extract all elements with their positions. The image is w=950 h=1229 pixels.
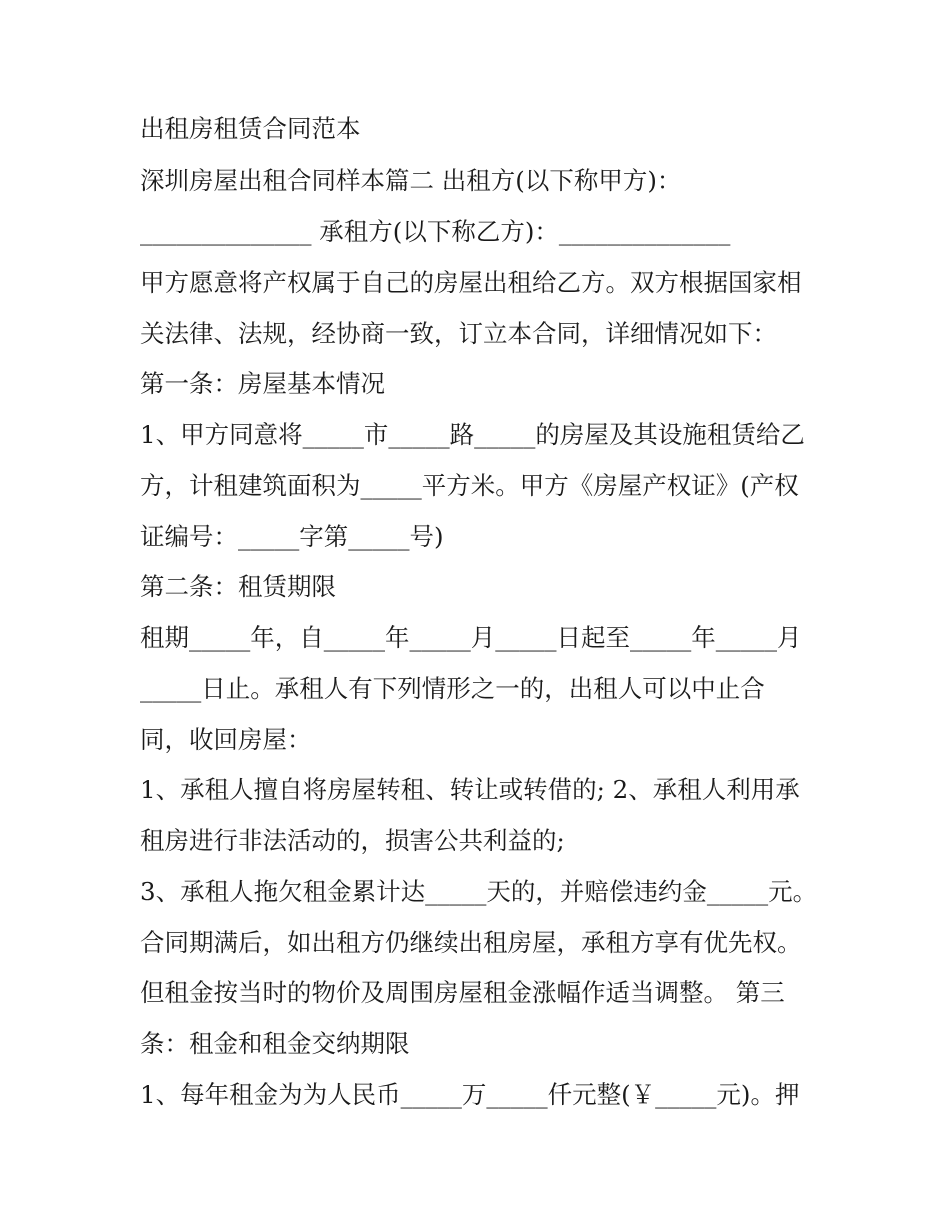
section-heading: 第一条：房屋基本情况 xyxy=(140,369,385,398)
document-line: 甲方愿意将产权属于自己的房屋出租给乙方。双方根据国家相 xyxy=(140,268,802,297)
document-line: ______________ 承租方(以下称乙方)：______________ xyxy=(140,217,731,246)
document-line: 同，收回房屋： xyxy=(140,725,312,754)
document-line: 1、每年租金为为人民币_____万_____仟元整(￥_____元)。押 xyxy=(140,1080,800,1109)
document-line: 1、甲方同意将_____市_____路_____的房屋及其设施租赁给乙 xyxy=(140,420,805,449)
document-line: 合同期满后，如出租方仍继续出租房屋，承租方享有优先权。 xyxy=(140,928,802,957)
document-line: 条：租金和租金交纳期限 xyxy=(140,1029,410,1058)
document-line: 3、承租人拖欠租金累计达_____天的，并赔偿违约金_____元。 xyxy=(140,877,818,906)
document-line: 租期_____年，自_____年_____月_____日起至_____年_____月 xyxy=(140,623,802,652)
document-line: 但租金按当时的物价及周围房屋租金涨幅作适当调整。 第三 xyxy=(140,978,785,1007)
document-line: 1、承租人擅自将房屋转租、转让或转借的; 2、承租人利用承 xyxy=(140,775,800,804)
document-line: 关法律、法规，经协商一致，订立本合同，详细情况如下： xyxy=(140,319,777,348)
document-line: 证编号：_____字第_____号) xyxy=(140,522,444,551)
document-title: 出租房租赁合同范本 xyxy=(140,114,361,143)
document-line: 方，计租建筑面积为_____平方米。甲方《房屋产权证》(产权 xyxy=(140,471,799,500)
document-line: 租房进行非法活动的，损害公共利益的; xyxy=(140,826,565,855)
section-heading: 第二条：租赁期限 xyxy=(140,572,336,601)
document-line: _____日止。承租人有下列情形之一的，出租人可以中止合 xyxy=(140,674,765,703)
document-line: 深圳房屋出租合同样本篇二 出租方(以下称甲方)： xyxy=(140,166,682,195)
